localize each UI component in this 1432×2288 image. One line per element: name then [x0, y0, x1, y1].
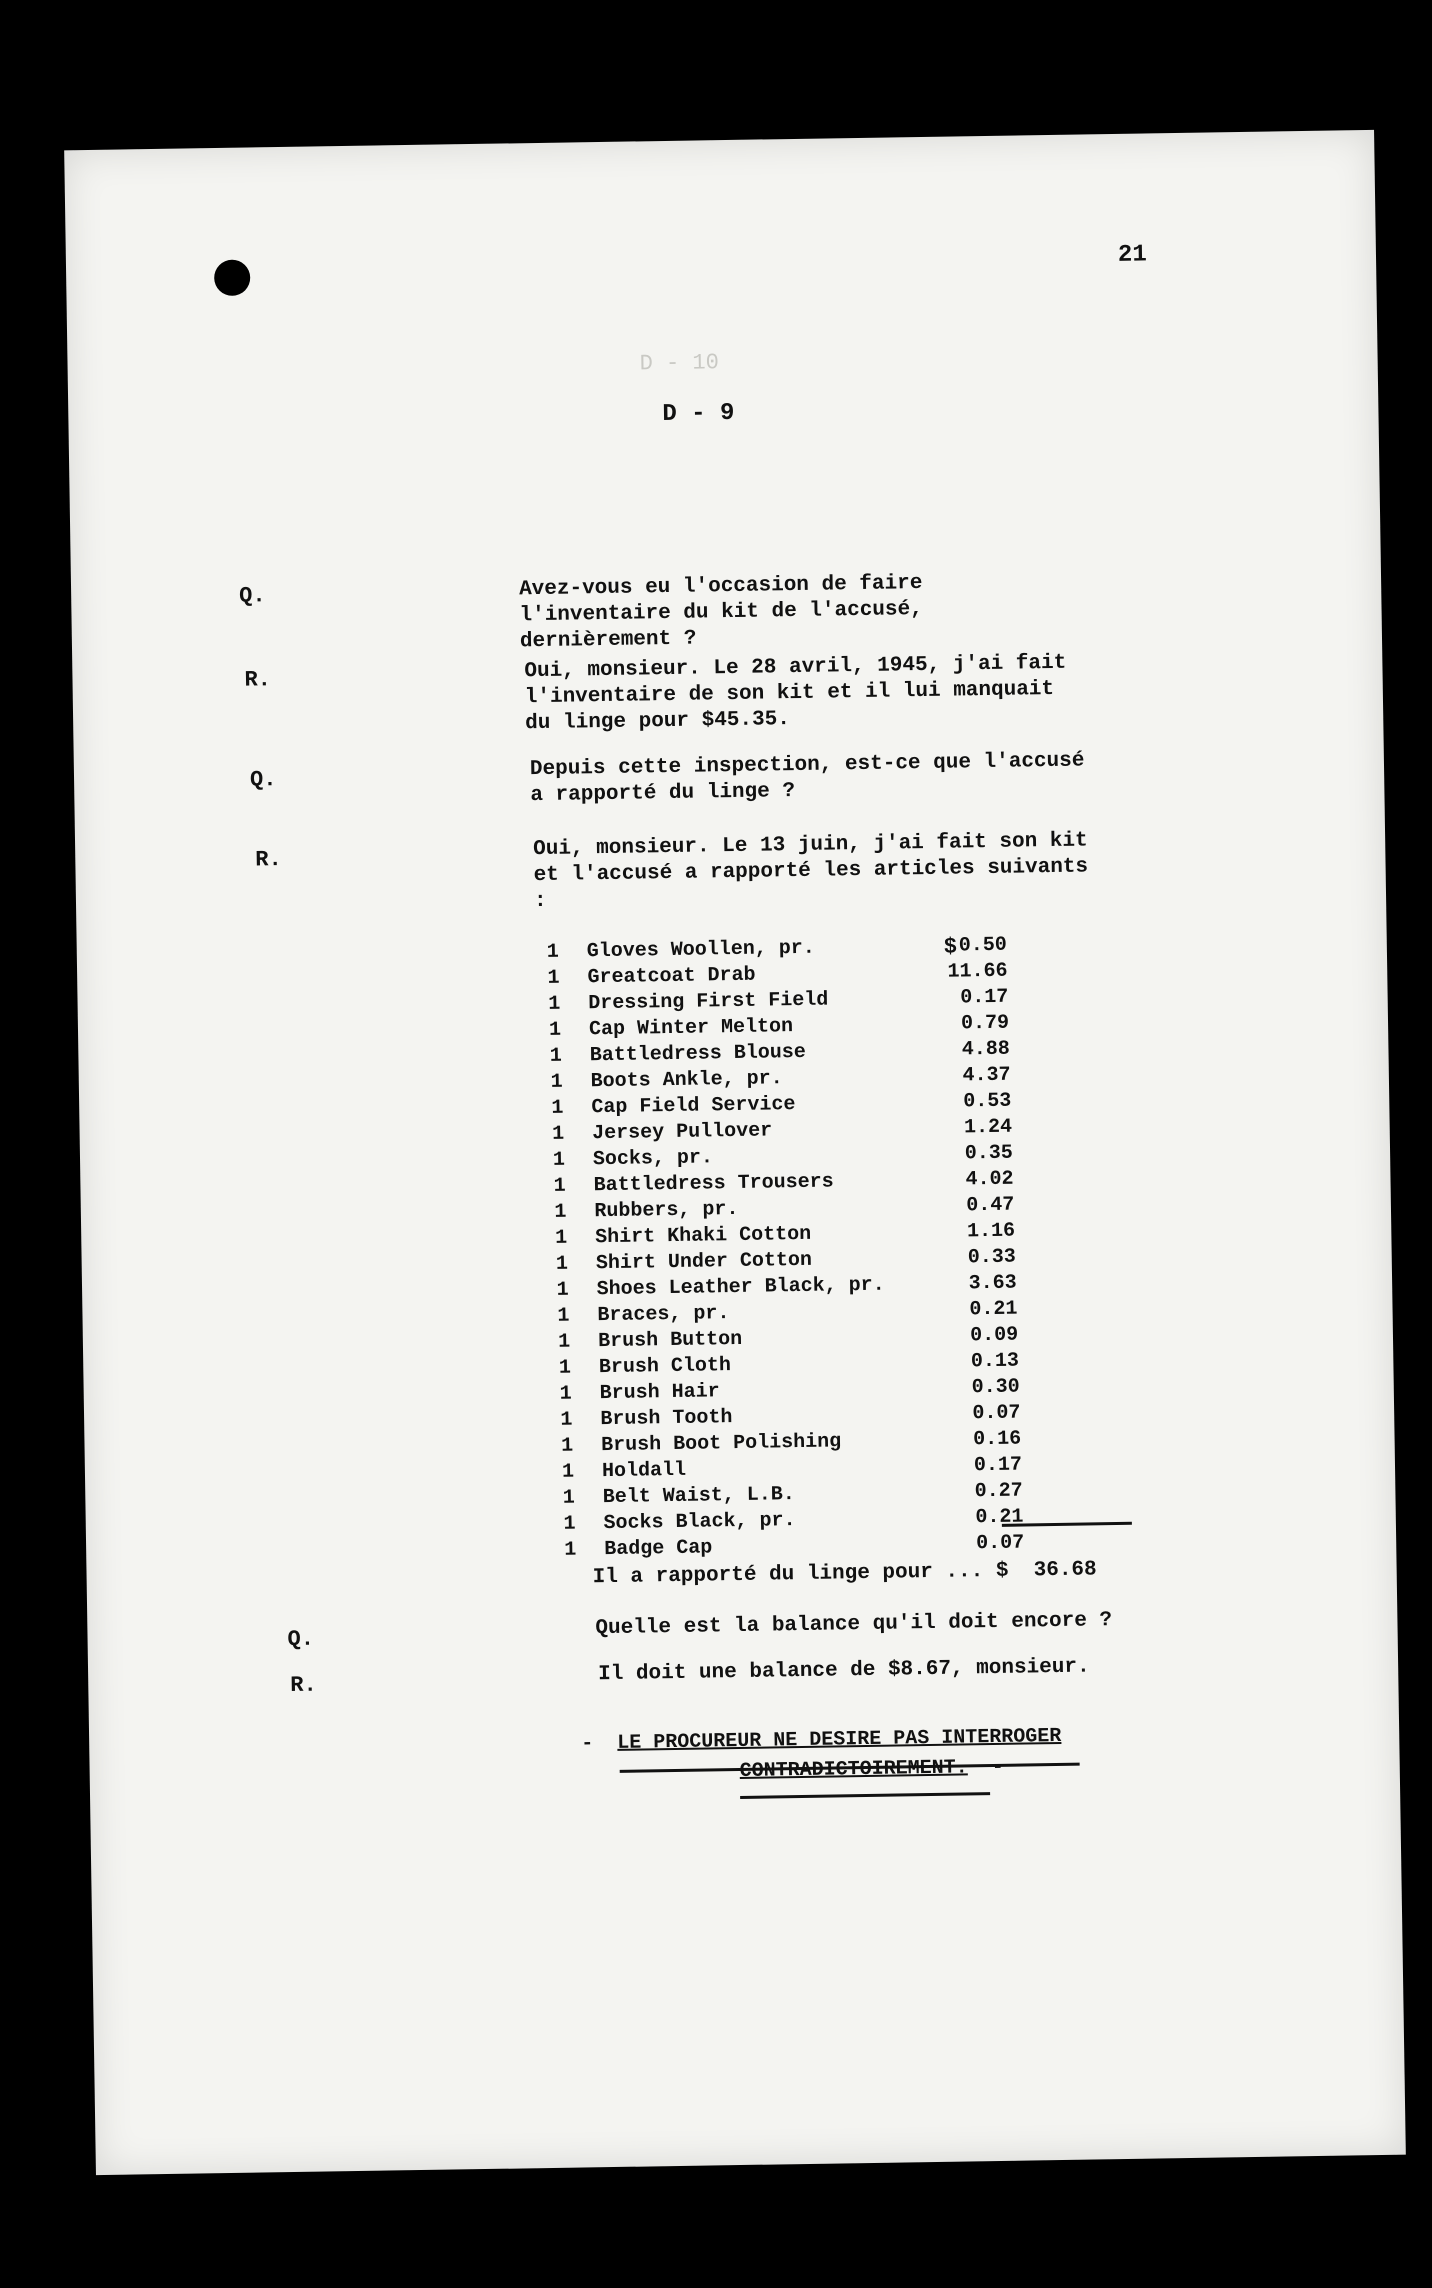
- item-price: 0.17: [960, 985, 1009, 1010]
- item-price: 0.09: [969, 1323, 1019, 1348]
- item-quantity: 1: [561, 1460, 575, 1484]
- item-price: 0.27: [974, 1479, 1023, 1504]
- footer-statement-line1: [581, 1725, 1061, 1756]
- item-price: 4.37: [962, 1063, 1011, 1088]
- qa-text: Oui, monsieur. Le 28 avril, 1945, j'ai fait l'inventaire de son kit et il lui manquait du linge pour $45.35.: [524, 651, 1067, 736]
- items-list: [547, 932, 1117, 1565]
- currency-symbol: $: [943, 934, 958, 960]
- item-name: Battledress Trousers: [593, 1170, 834, 1198]
- item-quantity: 1: [564, 1538, 577, 1562]
- item-name: Cap Field Service: [591, 1093, 796, 1120]
- item-price: 0.79: [960, 1011, 1010, 1036]
- item-price: 0.33: [967, 1245, 1017, 1270]
- item-price: 1.16: [966, 1219, 1016, 1244]
- qa-label: R.: [255, 847, 282, 873]
- item-price: 4.88: [961, 1037, 1010, 1062]
- item-price: 0.30: [971, 1375, 1020, 1400]
- item-name: Badge Cap: [604, 1536, 713, 1562]
- item-quantity: 1: [551, 1122, 565, 1146]
- item-quantity: 1: [549, 1044, 563, 1068]
- item-price: 0.16: [972, 1427, 1022, 1452]
- item-name: Jersey Pullover: [591, 1119, 773, 1146]
- item-name: Battledress Blouse: [589, 1040, 807, 1068]
- footer-text-line1: LE PROCUREUR NE DESIRE PAS INTERROGER: [617, 1724, 1062, 1755]
- qa-text: Il doit une balance de $8.67, monsieur.: [598, 1655, 1090, 1687]
- footer-dash-right: -: [991, 1755, 1004, 1780]
- item-quantity: 1: [548, 1018, 562, 1042]
- item-name: Cap Winter Melton: [588, 1015, 794, 1042]
- item-price: 0.21: [975, 1505, 1024, 1530]
- footer-rule: [740, 1792, 990, 1799]
- item-price: 0.13: [970, 1349, 1020, 1374]
- qa-label: Q.: [249, 767, 277, 793]
- bleed-through-text: D - 10: [639, 350, 720, 377]
- item-quantity: 1: [562, 1486, 575, 1510]
- qa-text: Avez-vous eu l'occasion de faire l'inventaire du kit de l'accusé, dernièrement ?: [518, 571, 923, 654]
- item-name: Brush Tooth: [600, 1406, 733, 1432]
- item-name: Holdall: [601, 1458, 687, 1484]
- total-line: Il a rapporté du linge pour ... $ 36.68: [592, 1558, 1097, 1590]
- item-quantity: 1: [555, 1252, 569, 1276]
- item-price: 0.21: [969, 1297, 1018, 1322]
- qa-text: Oui, monsieur. Le 13 juin, j'ai fait son kit et l'accusé a rapporté les articles suivants :: [533, 829, 1089, 914]
- item-name: Brush Boot Polishing: [601, 1430, 842, 1458]
- item-quantity: 1: [558, 1356, 572, 1380]
- item-price: 0.07: [976, 1531, 1025, 1556]
- qa-label: R.: [290, 1672, 317, 1699]
- item-price: 0.47: [966, 1193, 1015, 1218]
- item-name: Socks, pr.: [592, 1146, 714, 1172]
- item-quantity: 1: [553, 1174, 566, 1198]
- qa-label: R.: [244, 667, 272, 693]
- item-name: Boots Ankle, pr.: [590, 1067, 783, 1094]
- item-quantity: 1: [556, 1278, 569, 1302]
- item-quantity: 1: [561, 1434, 574, 1458]
- qa-label: Q.: [287, 1626, 315, 1653]
- item-quantity: 1: [557, 1304, 570, 1328]
- item-quantity: 1: [560, 1408, 573, 1432]
- item-quantity: 1: [550, 1070, 563, 1094]
- item-name: Rubbers, pr.: [594, 1197, 739, 1224]
- footer-dash-left: -: [581, 1732, 594, 1756]
- item-name: Shirt Khaki Cotton: [594, 1222, 812, 1250]
- item-price: 3.63: [968, 1271, 1017, 1296]
- item-name: Braces, pr.: [597, 1302, 730, 1328]
- item-quantity: 1: [551, 1096, 564, 1120]
- qa-text: Quelle est la balance qu'il doit encore ?: [595, 1609, 1113, 1641]
- item-name: Shoes Leather Black, pr.: [596, 1273, 885, 1302]
- qa-text: Depuis cette inspection, est-ce que l'accusé a rapporté du linge ?: [529, 749, 1085, 808]
- item-name: Belt Waist, L.B.: [602, 1483, 795, 1510]
- item-price: 0.07: [972, 1401, 1021, 1426]
- item-price: 11.66: [947, 959, 1008, 984]
- item-price: 0.50: [958, 933, 1007, 958]
- item-price: 4.02: [965, 1167, 1014, 1192]
- item-quantity: 1: [548, 992, 561, 1016]
- page-number: 21: [1117, 241, 1147, 269]
- item-name: Gloves Woollen, pr.: [586, 936, 816, 964]
- item-price: 0.53: [963, 1089, 1012, 1114]
- item-quantity: 1: [546, 940, 560, 964]
- item-name: Dressing First Field: [588, 988, 829, 1016]
- item-quantity: 1: [552, 1148, 566, 1172]
- document-page: [64, 130, 1406, 2175]
- item-quantity: 1: [547, 966, 560, 990]
- item-quantity: 1: [563, 1512, 576, 1536]
- document-title: D - 9: [662, 399, 735, 429]
- footer-text-line2: CONTRADICTOIREMENT.: [739, 1756, 968, 1784]
- item-name: Shirt Under Cotton: [595, 1248, 813, 1276]
- item-quantity: 1: [559, 1382, 572, 1406]
- item-name: Brush Cloth: [598, 1354, 732, 1380]
- punch-hole: [214, 260, 251, 297]
- qa-label: Q.: [239, 583, 266, 609]
- item-name: Socks Black, pr.: [603, 1509, 796, 1536]
- item-name: Brush Button: [598, 1327, 743, 1354]
- item-price: 1.24: [963, 1115, 1013, 1140]
- item-quantity: 1: [554, 1200, 567, 1224]
- item-price: 0.35: [964, 1141, 1014, 1166]
- item-quantity: 1: [558, 1330, 571, 1354]
- item-name: Brush Hair: [599, 1380, 720, 1406]
- item-quantity: 1: [554, 1226, 568, 1250]
- item-price: 0.17: [973, 1453, 1023, 1478]
- item-name: Greatcoat Drab: [587, 963, 756, 990]
